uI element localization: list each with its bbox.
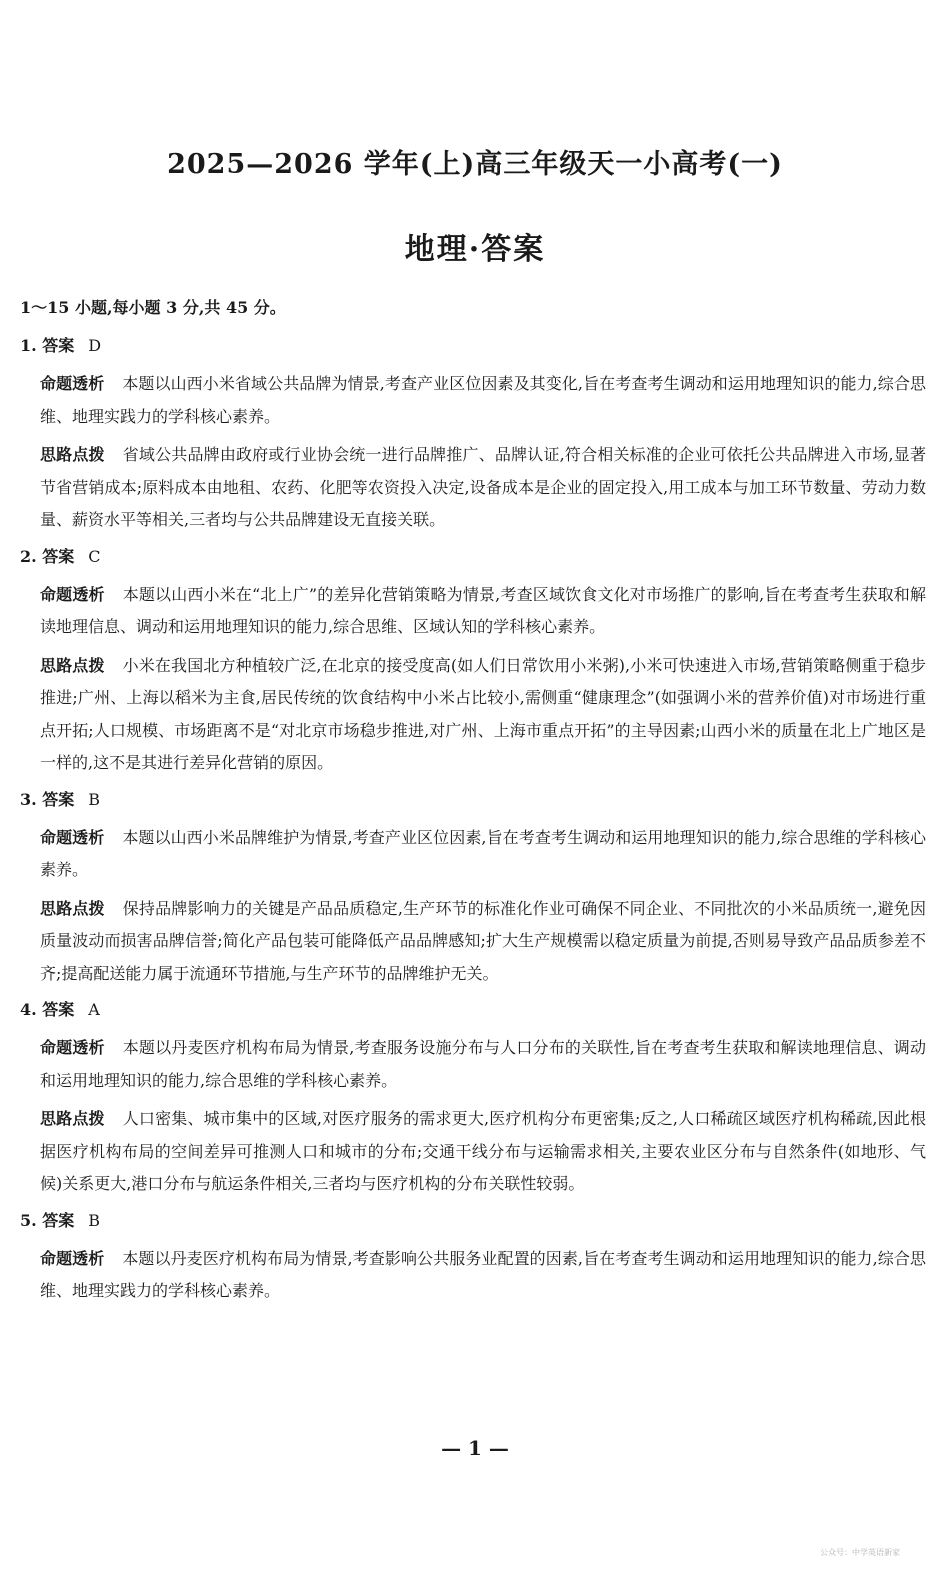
- hint-label: 思路点拨: [40, 898, 105, 918]
- answer-line: [20, 332, 926, 360]
- answer-line: [20, 996, 926, 1024]
- answer-letter: C: [88, 546, 101, 566]
- hint-label: 思路点拨: [40, 445, 105, 464]
- answer-letter: B: [88, 1210, 101, 1230]
- answer-line: [20, 543, 926, 571]
- hint-paragraph: [20, 893, 926, 991]
- question-label: 2. 答案: [20, 546, 75, 566]
- hint-text: 保持品牌影响力的关键是产品品质稳定,生产环节的标准化作业可确保不同企业、不同批次的小米品质统一,避免因质量波动而损害品牌信誉;简化产品包装可能降低产品品牌感知;扩大生产规模需以稳定质量为前提,否则易导致产品品质参差不齐;提高配送能力属于流通环节措施,与生产环节的品牌维护无关。: [40, 898, 926, 983]
- analysis-paragraph: [20, 1032, 926, 1097]
- question-label: 5. 答案: [20, 1210, 75, 1230]
- subject-title: 地理·答案: [404, 232, 546, 267]
- answer-line: [20, 786, 926, 814]
- hint-text: 省域公共品牌由政府或行业协会统一进行品牌推广、品牌认证,符合相关标准的企业可依托公共品牌进入市场,显著节省营销成本;原料成本由地租、农药、化肥等农资投入决定,设备成本是企业的固定投入,用工成本与加工环节数量、劳动力数量、薪资水平等相关,三者均与公共品牌建设无直接关联。: [40, 445, 926, 529]
- question-label: 3. 答案: [20, 789, 75, 809]
- answer-letter: B: [88, 789, 101, 809]
- question-3: [20, 786, 926, 991]
- question-5: [20, 1207, 926, 1308]
- analysis-paragraph: [20, 822, 926, 887]
- answer-content: [20, 294, 926, 1314]
- analysis-paragraph: [20, 368, 926, 433]
- analysis-label: 命题透析: [40, 584, 105, 604]
- analysis-paragraph: [20, 579, 926, 644]
- hint-paragraph: [20, 650, 926, 780]
- scoring-intro: 1～15 小题,每小题 3 分,共 45 分。: [20, 298, 286, 317]
- analysis-text: 本题以丹麦医疗机构布局为情景,考查服务设施分布与人口分布的关联性,旨在考查考生获取和解读地理信息、调动和运用地理知识的能力,综合思维的学科核心素养。: [40, 1038, 926, 1090]
- hint-paragraph: [20, 1103, 926, 1201]
- analysis-text: 本题以山西小米省域公共品牌为情景,考查产业区位因素及其变化,旨在考查考生调动和运用地理知识的能力,综合思维、地理实践力的学科核心素养。: [40, 374, 926, 426]
- hint-label: 思路点拨: [40, 1109, 105, 1128]
- analysis-text: 本题以山西小米在“北上广”的差异化营销策略为情景,考查区域饮食文化对市场推广的影响,旨在考查考生获取和解读地理信息、调动和运用地理知识的能力,综合思维、区域认知的学科核心素养。: [40, 584, 926, 636]
- answer-letter: A: [88, 1000, 100, 1019]
- question-label: 4. 答案: [20, 1000, 75, 1019]
- exam-title: 2025—2026 学年(上)高三年级天一小高考(一): [167, 149, 783, 180]
- answer-letter: D: [88, 336, 102, 355]
- hint-label: 思路点拨: [40, 655, 105, 675]
- page-number: — 1 —: [441, 1436, 509, 1460]
- hint-text: 人口密集、城市集中的区域,对医疗服务的需求更大,医疗机构分布更密集;反之,人口稀疏区域医疗机构稀疏,因此根据医疗机构布局的空间差异可推测人口和城市的分布;交通干线分布与运输需求相关,主要农业区分布与自然条件(如地形、气候)关系更大,港口分布与航运条件相关,三者均与医疗机构的分布关联性较弱。: [40, 1109, 926, 1193]
- analysis-paragraph: [20, 1243, 926, 1308]
- question-2: [20, 543, 926, 780]
- hint-paragraph: [20, 439, 926, 537]
- analysis-label: 命题透析: [40, 827, 105, 847]
- analysis-label: 命题透析: [40, 374, 105, 393]
- question-label: 1. 答案: [20, 336, 75, 355]
- watermark: 公众号：中学英语新家: [820, 1548, 900, 1557]
- analysis-text: 本题以山西小米品牌维护为情景,考查产业区位因素,旨在考查考生调动和运用地理知识的能力,综合思维的学科核心素养。: [40, 827, 926, 879]
- analysis-label: 命题透析: [40, 1248, 105, 1268]
- hint-text: 小米在我国北方种植较广泛,在北京的接受度高(如人们日常饮用小米粥),小米可快速进入市场,营销策略侧重于稳步推进;广州、上海以稻米为主食,居民传统的饮食结构中小米占比较小,需侧重“健康理念”(如强调小米的营养价值)对市场进行重点开拓;人口规模、市场距离不是“对北京市场稳步推进,对广州、上海市重点开拓”的主导因素;山西小米的质量在北上广地区是一样的,这不是其进行差异化营销的原因。: [40, 655, 926, 772]
- analysis-label: 命题透析: [40, 1038, 105, 1057]
- question-4: [20, 996, 926, 1201]
- question-1: [20, 332, 926, 537]
- answer-line: [20, 1207, 926, 1235]
- analysis-text: 本题以丹麦医疗机构布局为情景,考查影响公共服务业配置的因素,旨在考查考生调动和运用地理知识的能力,综合思维、地理实践力的学科核心素养。: [40, 1248, 926, 1300]
